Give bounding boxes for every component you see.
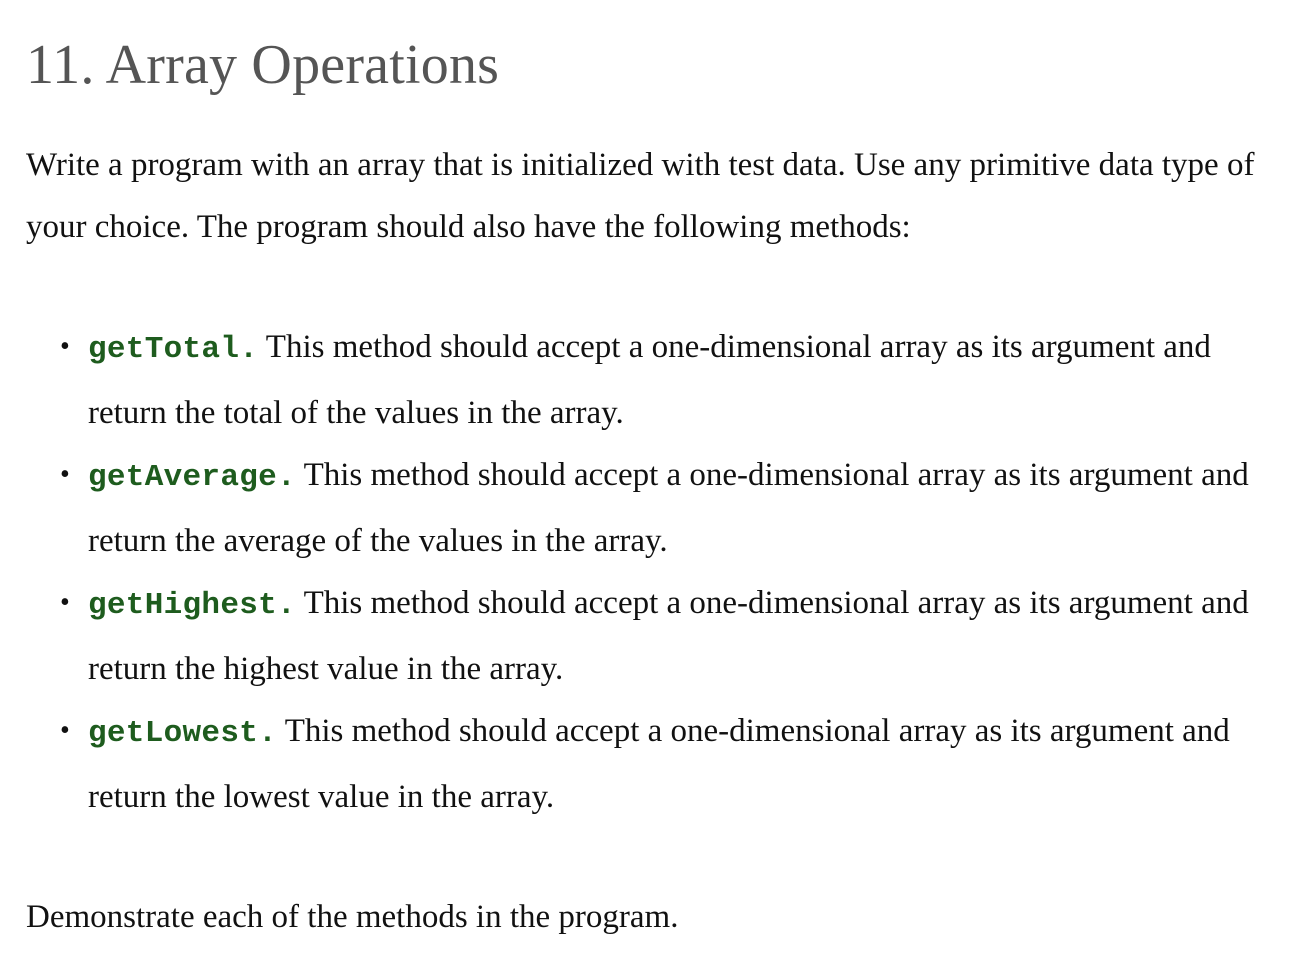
- method-description: This method should accept a one-dimensional array as its argument and return the highest value in the array.: [88, 585, 1249, 687]
- bullet-icon: •: [60, 459, 70, 490]
- list-item-get-average: [26, 444, 1286, 572]
- bullet-icon: •: [60, 587, 70, 618]
- method-name: getTotal.: [88, 332, 259, 367]
- methods-list: [26, 316, 1286, 828]
- bullet-icon: •: [60, 331, 70, 362]
- method-description: This method should accept a one-dimensional array as its argument and return the lowest value in the array.: [88, 713, 1230, 815]
- method-description: This method should accept a one-dimensional array as its argument and return the average of the values in the array.: [88, 457, 1249, 559]
- page-title: 11. Array Operations: [26, 34, 500, 96]
- bullet-icon: •: [60, 715, 70, 746]
- method-description: This method should accept a one-dimensional array as its argument and return the total of the values in the array.: [88, 329, 1211, 431]
- method-name: getAverage.: [88, 460, 296, 495]
- list-item-get-highest: [26, 572, 1286, 700]
- list-item-get-lowest: [26, 700, 1286, 828]
- document-page: [26, 30, 1286, 948]
- list-item-get-total: [26, 316, 1286, 444]
- method-name: getHighest.: [88, 588, 296, 623]
- closing-paragraph: Demonstrate each of the methods in the program.: [26, 899, 679, 935]
- method-name: getLowest.: [88, 716, 278, 751]
- intro-paragraph: Write a program with an array that is initialized with test data. Use any primitive data type of your choice. The program should also have the following methods:: [26, 147, 1255, 245]
